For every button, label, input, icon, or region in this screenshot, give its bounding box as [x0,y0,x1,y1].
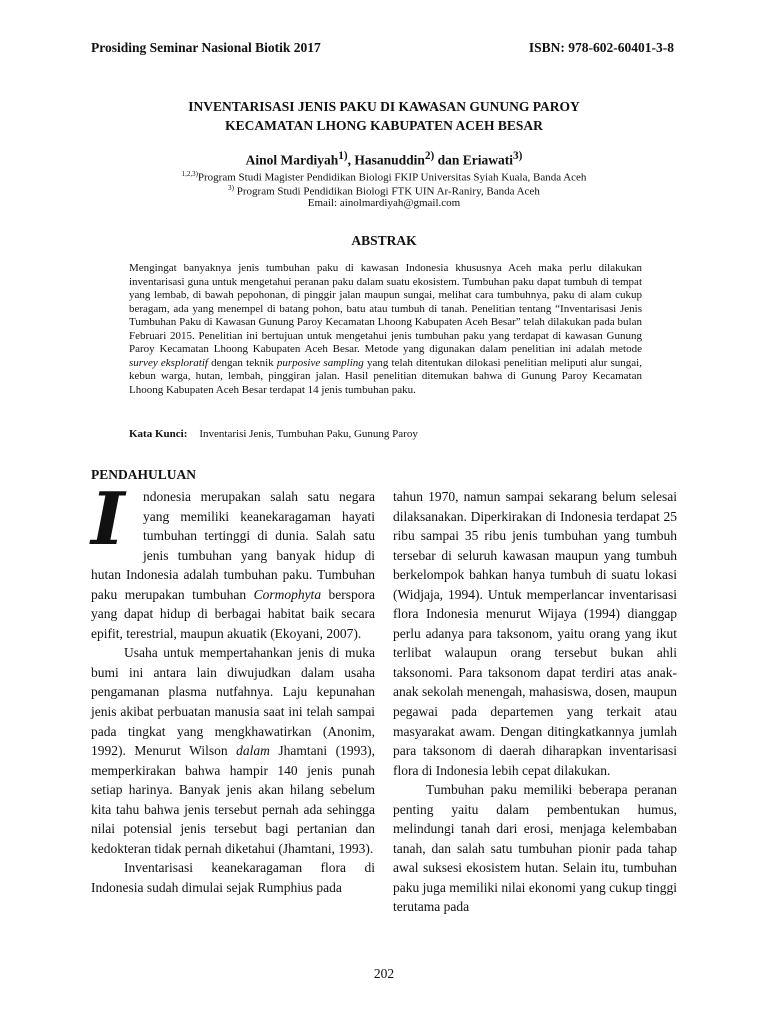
author-2: Hasanuddin [354,152,425,168]
intro-p2-text-a: Usaha untuk mempertahankan jenis di muka bumi ini antara lain diwujudkan dalam usaha pengamanan plasma nutfahnya. Laju kepunahan jenis akibat perbuatan manusia saat ini telah sampai pada tingkat yang mengkhawatirkan (Anonim, 1992). Menurut Wilson [91,645,375,759]
affiliation-1-sup: 1,2,3) [181,170,198,178]
body-column-right [393,487,677,917]
affiliation-2-sup: 3) [228,184,234,192]
keywords-label: Kata Kunci: [129,428,188,440]
abstract-text-1: Mengingat banyaknya jenis tumbuhan paku di kawasan Indonesia khususnya Aceh maka perlu dilakukan inventarisasi guna untuk mengetahui peranan paku dalam suatu ekosistem. Tumbuhan paku dapat tumbuh di tempat yang lembab, di bawah pepohonan, di pinggir jalan maupun sungai, melihat cara tumbuhnya, paku di alam cukup beragam, ada yang menempel di batang pohon, batu atau tumbuh di tanah. Penelitian tentang “Inventarisasi Jenis Tumbuhan Paku di Kawasan Gunung Paroy Kecamatan Lhoong Kabupaten Aceh Besar” telah dilakukan pada bulan Februari 2015. Penelitian ini bertujuan untuk mengetahui jenis tumbuhan paku yang terdapat di kawasan Gunung Paroy Kecamatan Lhoong Kabupaten Aceh Besar. Metode yang digunakan dalam penelitian ini adalah metode [129,262,642,356]
abstract-italic-1: survey eksploratif [129,356,208,369]
section-heading-introduction: PENDAHULUAN [91,467,197,482]
abstract-text-3: yang telah ditentukan dilokasi penelitian meliputi alur sungai, kebun warga, hutan, lembah, pinggiran jalan. Hasil penelitian ditemukan bahwa di Gunung Paroy Kecamatan Lhoong Kabupaten Aceh Besar terdapat 14 jenis tumbuhan paku. [129,356,642,396]
affiliation-1-text: Program Studi Magister Pendidikan Biologi FKIP Universitas Syiah Kuala, Banda Aceh [197,171,587,184]
intro-paragraph-2 [91,643,375,858]
intro-paragraph-4: tahun 1970, namun sampai sekarang belum selesai dilaksanakan. Diperkirakan di Indonesia terdapat 25 ribu sampai 35 ribu jenis tumbuhan yang tumbuh tersebar di seluruh kawasan maupun yang tumbuh berkelompok bahkan hanya tumbuh di suatu lokasi (Widjaja, 1994). Untuk memperlancar inventarisasi flora Indonesia menurut Wijaya (1994) dianggap perlu adanya para taksonom, yaitu orang yang ikut terlibat walaupun orang tersebut bukan ahli taksonomi. Para taksonom dapat terdiri atas anak-anak sekolah menengah, mahasiswa, dosen, maupun pegawai pada departemen yang terkait atau masyarakat awam. Dengan ditingkatkannya jumlah para taksonom di daerah diharapkan inventarisasi flora di Indonesia lebih cepat dilakukan. [393,489,677,778]
affiliation-2-text: Program Studi Pendidikan Biologi FTK UIN Ar-Raniry, Banda Aceh [234,185,540,198]
body-column-left [91,476,376,897]
author-3: dan Eriawati [437,152,514,168]
author-email: Email: ainolmardiyah@gmail.com [307,197,461,209]
paper-title [60,97,708,135]
intro-p1-text-a: ndonesia merupakan salah satu negara yang memiliki keanekaragaman hayati tumbuhan tertinggi di dunia. Salah satu jenis tumbuhan yang banyak hidup di hutan Indonesia adalah tumbuhan paku. Tumbuhan paku merupakan tumbuhan [91,489,375,602]
keywords-text: Inventarisi Jenis, Tumbuhan Paku, Gunung Paroy [199,428,418,440]
abstract-body [129,262,642,397]
drop-cap: I [91,476,125,561]
intro-p2-text-b: Jhamtani (1993), memperkirakan bahwa hampir 140 jenis punah setiap harinya. Banyak jenis akan hilang sebelum kita tahu bahwa jenis tersebut pernah ada sehingga nilai potensial jenis tersebut bagi pertanian dan kedokteran tidak pernah diketahui (Jhamtani, 1993). [91,743,376,856]
abstract-text-2: dengan teknik [207,356,277,369]
intro-paragraph-5: Tumbuhan paku memiliki beberapa peranan penting yaitu dalam pembentukan humus, melindungi tanah dari erosi, menjaga kelembaban tanah, dan salah satu tumbuhan pionir pada tahap awal suksesi ekosistem hutan. Selain itu, tumbuhan paku juga memiliki nilai ekonomi yang cukup tinggi terutama pada [393,782,677,915]
intro-paragraph-1 [91,476,375,643]
author-3-sup: 3) [513,150,523,162]
author-list: Ainol Mardiyah$^{1)}$, Hasanuddin$^{2)}$ dan Eriawati$^{3)}$ [245,150,523,168]
intro-p1-text-b: berspora yang dapat hidup di berbagai habitat baik secara epifit, terestrial, maupun akuatik (Ekoyani, 2007). [91,586,375,641]
title-line-1: INVENTARISASI JENIS PAKU DI KAWASAN GUNUNG PAROY [188,99,580,114]
running-header-isbn: ISBN: 978-602-60401-3-8 [528,40,674,55]
author-1-sup: 1) [338,150,348,162]
abstract-italic-2: purposive sampling [276,356,364,369]
author-2-sup: 2) [424,150,435,162]
keywords [129,428,418,440]
running-header-title: Prosiding Seminar Nasional Biotik 2017 [91,40,321,55]
author-1: Ainol Mardiyah [245,152,339,168]
page-number: 202 [373,966,395,981]
intro-paragraph-3: Inventarisasi keanekaragaman flora di Indonesia sudah dimulai sejak Rumphius pada [91,860,375,895]
intro-p1-italic: Cormophyta [253,586,322,602]
title-line-2: KECAMATAN LHONG KABUPATEN ACEH BESAR [225,118,543,133]
intro-p2-italic: dalam [236,743,270,759]
abstract-heading: ABSTRAK [351,233,417,248]
